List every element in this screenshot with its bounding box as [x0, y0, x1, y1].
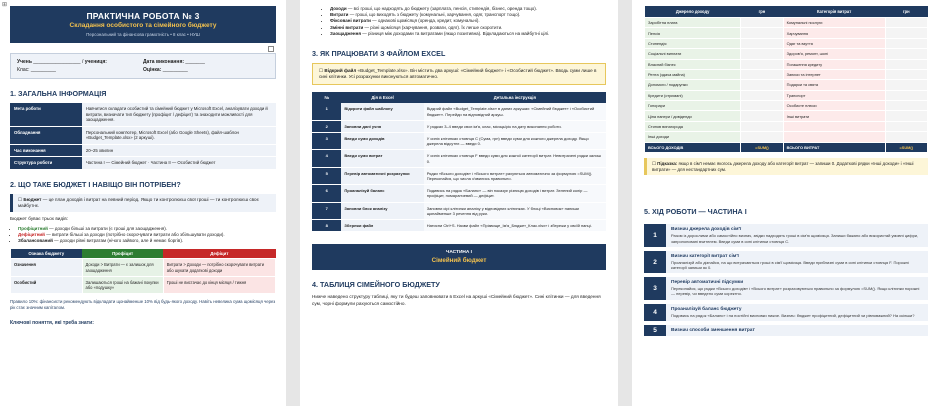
step-detail: Натисни Ctrl+S. Назви файл «Прізвище_Ім'я_Бюджет_Клас.xlsx» і збережи у своїй папці. — [424, 220, 606, 232]
info-row — [10, 144, 276, 157]
budget-term: Бюджет — [23, 196, 42, 202]
definition-text: — всі гроші, що надходять до бюджету (зарплата, пенсія, стипендія, бізнес, оренда тощо). — [346, 6, 538, 11]
task-item — [644, 251, 928, 273]
cmp-surplus: Залишаються гроші на бажані покупки або «подушку» — [82, 276, 163, 293]
task-body — [666, 251, 928, 273]
income-source: Гонорари — [645, 101, 741, 111]
step-action: Введи суми доходів — [341, 133, 423, 150]
step-row — [312, 150, 606, 167]
types-intro: Бюджет буває трьох видів: — [10, 215, 68, 221]
part-label: ЧАСТИНА I — [445, 250, 473, 256]
task-description: Переконайся, що рядки «Всього доходів» і «Всього витрат» розраховуються правильно за формулою =SUM(). Якщо клітинки порожні — перевір, чи введено суми коректно. — [671, 286, 920, 297]
budget-row — [645, 90, 928, 100]
task-number: 1 — [644, 224, 666, 246]
budget-row — [645, 101, 928, 111]
part-title: Сімейний бюджет — [431, 257, 487, 265]
budget-definition-note — [10, 194, 276, 212]
student-name-line[interactable]: _________________ / — [33, 59, 84, 65]
step-number: 7 — [312, 202, 341, 219]
doc-meta: Персональний та фінансова грамотність • 8 клас • НУШ — [86, 32, 200, 37]
definition-text: — однакові щомісяця (оренда, кредит, комунальні). — [370, 18, 480, 24]
budget-row — [645, 80, 928, 90]
cmp-header: Дефіцит — [163, 249, 275, 259]
income-source: Стипендія — [645, 38, 741, 48]
step-number: 1 — [312, 103, 341, 120]
expense-category: Погашення кредиту — [783, 59, 885, 69]
expense-amount-cell[interactable] — [885, 18, 927, 28]
doc-title: ПРАКТИЧНА РОБОТА № 3 — [86, 11, 200, 21]
income-source: Ціна папери / дивіденди — [645, 111, 741, 121]
info-row — [10, 103, 276, 126]
expense-category: Одяг та взуття — [783, 38, 885, 48]
definition-term: Витрати — [330, 12, 349, 18]
definition-term: Фіксовані витрати — [330, 18, 371, 24]
task-number: 2 — [644, 251, 666, 273]
budget-row — [645, 59, 928, 69]
section-1-heading: 1. ЗАГАЛЬНА ІНФОРМАЦІЯ — [10, 89, 107, 98]
total-income-label: ВСЬОГО ДОХОДІВ — [645, 142, 741, 152]
info-row — [10, 157, 276, 170]
definition-item — [330, 31, 606, 37]
task-number: 3 — [644, 277, 666, 299]
cmp-header: Профіцит — [82, 249, 163, 259]
section-4-heading: 4. ТАБЛИЦЯ СІМЕЙНОГО БЮДЖЕТУ — [312, 280, 440, 290]
expense-category: Подарки та свята — [783, 80, 885, 90]
open-file-text: «Budget_Template.xlsx». Він містить два аркуші: «Сімейний бюджет» і «Особистий бюджет». Вводь суми лише в сині клітинки. Усі розрахунки виконуються автоматично. — [319, 68, 597, 80]
income-source: Інші доходи — [645, 132, 741, 142]
date-line[interactable]: _______ — [185, 59, 205, 65]
total-expense-formula[interactable]: =SUM() — [885, 142, 927, 152]
income-amount-cell[interactable] — [741, 80, 783, 90]
step-number: 8 — [312, 220, 341, 232]
step-action: Проаналізуй баланс — [341, 185, 423, 202]
step-row — [312, 120, 606, 132]
expense-category: Здоров'я, ремонт, шопі — [783, 49, 885, 59]
task-item — [644, 304, 928, 321]
task-description: Подивись на рядок «Баланс» і на постійні висновки нижче. Визнач: бюджет профіцитний, дефіцитний чи рівноважний? На скільки? — [671, 312, 915, 318]
step-number: 2 — [312, 120, 341, 132]
definition-term: Доходи — [330, 6, 347, 11]
budget-type-item — [18, 238, 276, 244]
total-expense-label: ВСЬОГО ВИТРАТ — [783, 142, 885, 152]
cmp-header: Ознака бюджету — [11, 249, 83, 259]
budget-row — [645, 18, 928, 28]
income-amount-cell[interactable] — [741, 69, 783, 79]
cmp-key: Означення — [11, 259, 83, 276]
title-banner — [10, 6, 276, 43]
task-description: Разом із дорослими або самостійно визнач, звідки надходять гроші в сім'ю щомісяця. Запиши бажано або використай умовні цифри, запропоновані вчителем. Введи суми в сині клітинки стовпця С. — [671, 233, 919, 244]
step-row — [312, 103, 606, 120]
info-key: Мета роботи — [10, 103, 82, 126]
steps-header: Дія в Excel — [341, 92, 423, 103]
task-body — [666, 304, 928, 321]
task-number: 4 — [644, 304, 666, 321]
income-amount-cell[interactable] — [741, 28, 783, 38]
income-source: Соціальні виплати — [645, 49, 741, 59]
income-amount-cell[interactable] — [741, 132, 783, 142]
open-file-term: Відкрий файл — [324, 68, 357, 74]
section-3-heading: 3. ЯК ПРАЦЮВАТИ З ФАЙЛОМ EXCEL — [312, 49, 446, 59]
budget-row — [645, 49, 928, 59]
cmp-row — [11, 259, 276, 276]
definition-text: — гроші, що виходять з бюджету (комунальні, харчування, одяг, транспорт тощо). — [348, 12, 521, 18]
step-row — [312, 220, 606, 232]
part-1-banner — [312, 244, 606, 270]
step-number: 6 — [312, 185, 341, 202]
grade-line[interactable]: _________ — [162, 67, 188, 73]
income-amount-cell[interactable] — [741, 101, 783, 111]
task-description: Проаналізуй або дізнайся, на що витрачаються гроші в сім'ї щомісяця. Введи приблизні суми в сині клітинки стовпця F. Порожні категорії запиши як 0. — [671, 259, 909, 271]
info-icon: ☐ — [319, 68, 324, 74]
expense-amount-cell[interactable] — [885, 101, 927, 111]
expense-amount-cell[interactable] — [885, 59, 927, 69]
expense-category: Особисте плюси — [783, 101, 885, 111]
step-action: Введи суми витрат — [341, 150, 423, 167]
cmp-deficit: Витрати > Доходи — потрібно скорочувати витрати або шукати додаткові доходи — [163, 259, 275, 276]
budget-row — [645, 28, 928, 38]
step-number: 5 — [312, 167, 341, 184]
step-row — [312, 202, 606, 219]
expense-amount-cell[interactable] — [885, 132, 927, 142]
expense-category: Харчування — [783, 28, 885, 38]
income-source: Власний бізнес — [645, 59, 741, 69]
step-detail: Подивись на рядок «Баланс» — він показує різницю доходів і витрат. Зелений колір — профіцит, помаранчевий — дефіцит. — [424, 185, 606, 202]
step-number: 3 — [312, 133, 341, 150]
expense-amount-cell[interactable] — [885, 49, 927, 59]
page-1 — [0, 0, 286, 406]
info-value: Персональний комп'ютер, Microsoft Excel (або Google Sheets), файл-шаблон «Budget_Template.xlsx» (2 аркуші). — [82, 126, 276, 144]
step-row — [312, 167, 606, 184]
expense-category — [783, 132, 885, 142]
student-info-box — [10, 53, 276, 79]
task-item — [644, 277, 928, 299]
comparison-table — [10, 249, 276, 294]
budget-row — [645, 132, 928, 142]
task-item — [644, 325, 928, 336]
info-row — [10, 126, 276, 144]
section-2-heading: 2. ЩО ТАКЕ БЮДЖЕТ І НАВІЩО ВІН ПОТРІБЕН? — [10, 179, 181, 189]
task-body — [666, 224, 928, 246]
hint-term: Підказка: — [657, 160, 678, 166]
steps-header: Детальна інструкція — [424, 92, 606, 103]
step-action: Заповни дані учня — [341, 120, 423, 132]
income-amount-cell[interactable] — [741, 90, 783, 100]
rule-10-percent: Правило 10%: фінансисти рекомендують відкладати щонайменше 10% від будь-якого доходу. Навіть невелика сума щомісяця через рік стає значним капіталом. — [10, 299, 276, 311]
definition-term: Змінні витрати — [330, 24, 364, 30]
income-amount-cell[interactable] — [741, 121, 783, 131]
key-concepts-heading: Ключові поняття, які треба знати: — [10, 319, 94, 326]
task-title: Проаналізуй баланс бюджету — [671, 306, 742, 312]
task-body — [666, 325, 928, 336]
task-title: Визнач джерела доходів сім'ї — [671, 227, 742, 233]
step-action: Відкрити файл шаблону — [341, 103, 423, 120]
info-icon: ☐ — [18, 196, 23, 202]
income-amount-cell[interactable] — [741, 18, 783, 28]
teacher-label: учениця: — [84, 59, 107, 65]
section-5-heading: 5. ХІД РОБОТИ — ЧАСТИНА I — [644, 207, 747, 217]
step-detail: Заповни сірі клітинки аналізу у відповідних клітинках. У блоці «Висновок» напиши щонайменше 3 речення від руки. — [424, 202, 606, 219]
expense-amount-cell[interactable] — [885, 38, 927, 48]
info-value: Частина I — Сімейний бюджет · Частина II — Особистий бюджет — [82, 157, 276, 170]
info-key: Час виконання — [10, 144, 82, 157]
task-title: Визнач категорії витрат сім'ї — [671, 253, 739, 259]
expense-category: Комунальні послуги — [783, 18, 885, 28]
open-file-note — [312, 63, 606, 85]
step-number: 4 — [312, 150, 341, 167]
expense-amount-cell[interactable] — [885, 80, 927, 90]
steps-header: № — [312, 92, 341, 103]
page-3 — [632, 0, 940, 406]
budget-type-name: Профіцитний — [18, 225, 48, 231]
income-amount-cell[interactable] — [741, 38, 783, 48]
page-2 — [300, 0, 618, 406]
step-action: Заповни блок аналізу — [341, 202, 423, 219]
income-source: Пенсія — [645, 28, 741, 38]
income-source: Стипов винагорода — [645, 121, 741, 131]
info-value: Навчитися складати особистий та сімейний бюджет у Microsoft Excel, аналізувати доходи й витрати, визначати тип бюджету (профіцит / дефіцит) та знаходити можливості для заощадження. — [82, 103, 276, 126]
checkbox-marker[interactable] — [268, 46, 274, 52]
budget-header: Джерело доходу — [645, 6, 741, 18]
income-amount-cell[interactable] — [741, 59, 783, 69]
budget-type-name: Збалансований — [18, 238, 53, 244]
section-4-text: Нижче наведено структуру таблиці, яку ти будеш заповнювати в Excel на аркуші «Сімейний бюджет». Сині клітинки — для введення сум, чорні формули рахуються самостійно. — [312, 294, 601, 306]
definition-text: — різні щомісяця (харчування, розваги, одяг). Їх легше скоротити. — [363, 24, 503, 30]
budget-definition: — це план доходів і витрат на певний період. Якщо ти контролюєш свої гроші — ти контролюєш своє майбутнє. — [18, 196, 259, 208]
expense-amount-cell[interactable] — [885, 111, 927, 121]
step-detail: У рядках 3–4 введи своє ім'я, клас, місяць/рік на дату виконання роботи. — [424, 120, 606, 132]
move-anchor-icon[interactable]: ⊞ — [2, 2, 8, 8]
info-key: Обладнання — [10, 126, 82, 144]
income-source: Заробітна плата — [645, 18, 741, 28]
budget-header: Категорія витрат — [783, 6, 885, 18]
budget-row — [645, 69, 928, 79]
definitions-list — [312, 6, 606, 37]
cmp-row — [11, 276, 276, 293]
budget-type-text: — витрати більші за доходи (потрібно скорочувати витрати або збільшувати доходи). — [44, 232, 225, 237]
step-row — [312, 133, 606, 150]
total-income-formula[interactable]: =SUM() — [741, 142, 783, 152]
task-item — [644, 224, 928, 246]
budget-types-list — [10, 226, 276, 245]
doc-subtitle: Складання особистого та сімейного бюджету — [69, 22, 217, 29]
expense-category: Інші витрати — [783, 111, 885, 121]
tasks-list — [644, 224, 928, 335]
step-detail: Відкрий файл «Budget_Template.xlsx» в даних аркушах: «Сімейний бюджет» і «Особистий бюджет». Перейди на відповідний аркуш. — [424, 103, 606, 120]
expense-amount-cell[interactable] — [885, 28, 927, 38]
step-action: Збережи файл — [341, 220, 423, 232]
grade-label: Оцінка: — [143, 67, 162, 73]
task-title: Визнач способи зменшення витрат — [671, 327, 755, 333]
hint-note — [644, 158, 928, 176]
class-field[interactable]: Клас: _________ — [17, 67, 56, 73]
budget-header: грн — [885, 6, 927, 18]
definition-term: Заощадження — [330, 30, 361, 36]
budget-type-name: Дефіцитний — [18, 232, 45, 237]
income-amount-cell[interactable] — [741, 49, 783, 59]
expense-category — [783, 121, 885, 131]
cmp-deficit: Гроші не вистачає до кінця місяця / тижня — [163, 276, 275, 293]
totals-row — [645, 142, 928, 152]
budget-row — [645, 121, 928, 131]
expense-amount-cell[interactable] — [885, 90, 927, 100]
info-icon: ☐ — [652, 160, 656, 166]
income-source: Рента (здача майна) — [645, 69, 741, 79]
step-detail: Рядки «Всього доходів» і «Всього витрат» рахуються автоматично за формулою =SUM(). Переконайся, що числа з'явились правильно. — [424, 167, 606, 184]
cmp-surplus: Доходи > Витрати — є залишок для заощадження — [82, 259, 163, 276]
info-key: Структура роботи — [10, 157, 82, 170]
general-info-table — [10, 103, 276, 170]
step-row — [312, 185, 606, 202]
budget-type-text: — доходи більші за витрати (є гроші для заощадження). — [47, 225, 167, 231]
expense-amount-cell[interactable] — [885, 121, 927, 131]
task-title: Перевір автоматичні підсумки — [671, 280, 744, 286]
expense-category: Транспорт — [783, 90, 885, 100]
step-action: Перевір автоматичні розрахунки — [341, 167, 423, 184]
income-amount-cell[interactable] — [741, 111, 783, 121]
step-detail: У синіх клітинках стовпця F введи суми для кожної категорії витрат. Невитрачені рядки залиш 0. — [424, 150, 606, 167]
student-label: Учень — [17, 59, 32, 65]
budget-row — [645, 38, 928, 48]
expense-amount-cell[interactable] — [885, 69, 927, 79]
hint-text: якщо в сім'ї немає якогось джерела доходу або категорії витрат — запиши 0. Додатковi рядки «Інші доходи» і «Інші витрати» — для нестандартних сум. — [652, 160, 914, 172]
budget-header: грн — [741, 6, 783, 18]
task-number: 5 — [644, 325, 666, 336]
cmp-key: Особистий — [11, 276, 83, 293]
budget-type-text: — доходи рівні витратам (нічого зайвого, але й немає боргів). — [52, 238, 184, 244]
family-budget-table — [644, 6, 928, 153]
excel-steps-table — [312, 92, 606, 232]
definition-text: — різниця між доходами та витратами (якщо позитивна). Відкладаються на майбутні цілі. — [360, 30, 550, 36]
info-value: 20–25 хвилин — [82, 144, 276, 157]
task-body — [666, 277, 928, 299]
date-label: Дата виконання: — [143, 59, 185, 65]
budget-row — [645, 111, 928, 121]
income-source: Кредити (отримані) — [645, 90, 741, 100]
expense-category: Записи та інтернет — [783, 69, 885, 79]
income-source: Допомоги / подарунки — [645, 80, 741, 90]
step-detail: У синіх клітинках стовпця С (Сума, грн) введи суми для кожного джерела доходу. Якщо джерела відсутнє — введи 0. — [424, 133, 606, 150]
